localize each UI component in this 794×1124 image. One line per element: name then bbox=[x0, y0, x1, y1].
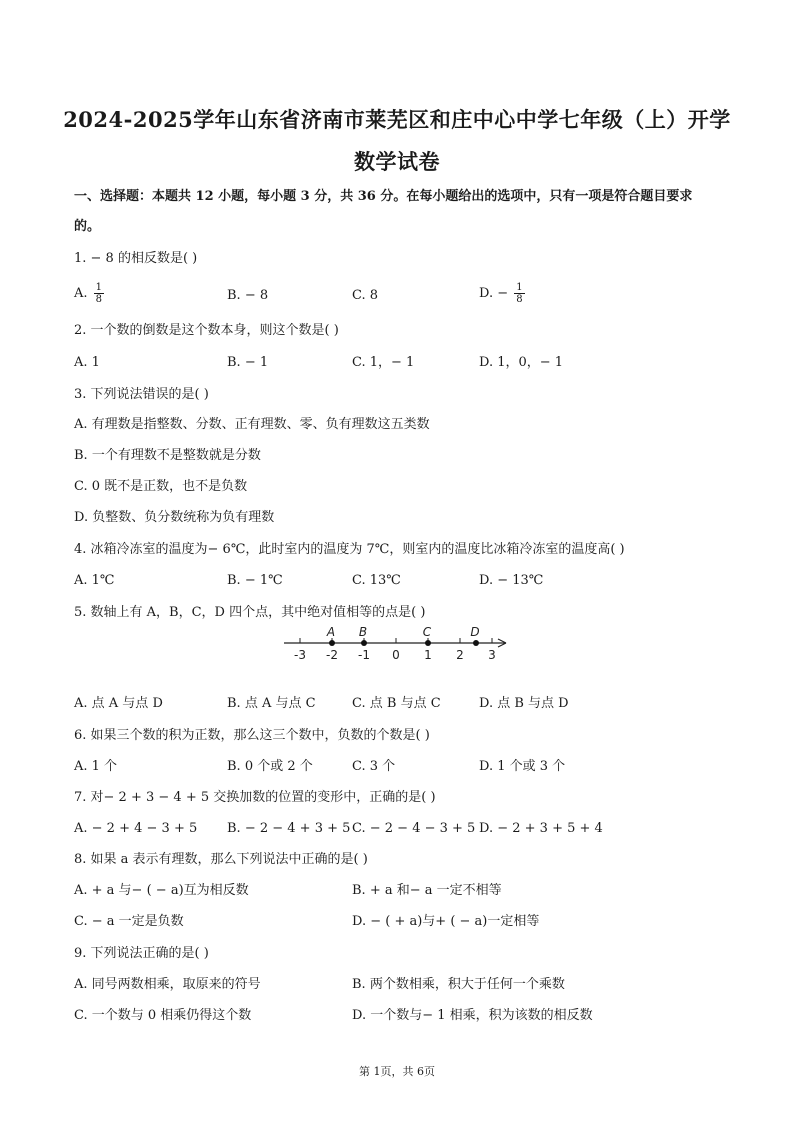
question-4-option-a: A. 1℃ bbox=[74, 573, 115, 588]
point-label-b: B bbox=[358, 625, 368, 639]
question-8-stem: 8. 如果 a 表示有理数，那么下列说法中正确的是( ) bbox=[74, 852, 368, 867]
question-2-option-d: D. 1，0，− 1 bbox=[479, 355, 564, 370]
question-9-option-a: A. 同号两数相乘，取原来的符号 bbox=[74, 977, 261, 992]
question-5-option-c: C. 点 B 与点 C bbox=[352, 696, 441, 711]
question-4-option-d: D. − 13℃ bbox=[479, 573, 544, 588]
exam-title-line2: 数学试卷 bbox=[354, 149, 440, 174]
question-7-option-d: D. − 2 + 3 + 5 + 4 bbox=[479, 821, 603, 836]
question-8-option-a: A. + a 与− ( − a)互为相反数 bbox=[74, 883, 249, 898]
question-5-option-a: A. 点 A 与点 D bbox=[74, 696, 163, 711]
question-3-option-d: D. 负整数、负分数统称为负有理数 bbox=[74, 510, 275, 525]
question-9-option-d: D. 一个数与− 1 相乘，积为该数的相反数 bbox=[352, 1008, 593, 1023]
question-8-option-c: C. − a 一定是负数 bbox=[74, 914, 184, 929]
question-1-option-b: B. − 8 bbox=[227, 288, 269, 303]
axis-tick-label: 3 bbox=[488, 648, 496, 662]
question-5-option-b: B. 点 A 与点 C bbox=[227, 696, 316, 711]
question-9-stem: 9. 下列说法正确的是( ) bbox=[74, 946, 209, 961]
question-3-option-b: B. 一个有理数不是整数就是分数 bbox=[74, 448, 261, 463]
axis-tick-label: 2 bbox=[456, 648, 464, 662]
axis-tick-label: -1 bbox=[358, 648, 370, 662]
section-heading: 一、选择题：本题共 12 小题，每小题 3 分，共 36 分。在每小题给出的选项中，只有一项是符合题目要求 bbox=[74, 189, 693, 204]
question-4-stem: 4. 冰箱冷冻室的温度为− 6℃，此时室内的温度为 7℃，则室内的温度比冰箱冷冻室的温度高( ) bbox=[74, 542, 625, 557]
point-label-d: D bbox=[470, 625, 480, 639]
question-3-option-a: A. 有理数是指整数、分数、正有理数、零、负有理数这五类数 bbox=[74, 417, 430, 432]
question-2-stem: 2. 一个数的倒数是这个数本身，则这个数是( ) bbox=[74, 323, 339, 338]
question-3-stem: 3. 下列说法错误的是( ) bbox=[74, 387, 209, 402]
question-7-option-a: A. − 2 + 4 − 3 + 5 bbox=[74, 821, 198, 836]
axis-tick-label: 1 bbox=[424, 648, 432, 662]
question-2-option-a: A. 1 bbox=[74, 355, 100, 370]
question-8-option-b: B. + a 和− a 一定不相等 bbox=[352, 883, 502, 898]
point-d bbox=[473, 640, 479, 646]
section-heading-cont: 的。 bbox=[74, 219, 101, 234]
question-9-option-b: B. 两个数相乘，积大于任何一个乘数 bbox=[352, 977, 565, 992]
point-c bbox=[425, 640, 431, 646]
page-footer: 第 1页，共 6页 bbox=[359, 1065, 435, 1078]
question-1-stem: 1. − 8 的相反数是( ) bbox=[74, 251, 198, 266]
number-line-diagram bbox=[280, 622, 520, 662]
fraction: $\frac{1}{8}$ bbox=[516, 282, 523, 305]
question-2-option-b: B. − 1 bbox=[227, 355, 269, 370]
question-5-option-d: D. 点 B 与点 D bbox=[479, 696, 569, 711]
question-7-option-b: B. − 2 − 4 + 3 + 5 bbox=[227, 821, 351, 836]
question-1-option-a: A. $\frac{1}{8}$ bbox=[74, 282, 103, 305]
question-1-option-c: C. 8 bbox=[352, 288, 379, 303]
question-6-option-c: C. 3 个 bbox=[352, 759, 396, 774]
question-6-option-d: D. 1 个或 3 个 bbox=[479, 759, 566, 774]
axis-tick-label: -2 bbox=[326, 648, 338, 662]
question-5-stem: 5. 数轴上有 A，B，C，D 四个点，其中绝对值相等的点是( ) bbox=[74, 605, 426, 620]
fraction: $\frac{1}{8}$ bbox=[95, 282, 103, 305]
question-9-option-c: C. 一个数与 0 相乘仍得这个数 bbox=[74, 1008, 252, 1023]
question-7-stem: 7. 对− 2 + 3 − 4 + 5 交换加数的位置的变形中，正确的是( ) bbox=[74, 790, 436, 805]
question-4-option-c: C. 13℃ bbox=[352, 573, 401, 588]
point-b bbox=[361, 640, 367, 646]
point-label-a: A bbox=[326, 625, 336, 639]
point-a bbox=[329, 640, 335, 646]
question-1-option-d: D. − $\frac{1}{8}$ bbox=[479, 282, 523, 305]
question-6-stem: 6. 如果三个数的积为正数，那么这三个数中，负数的个数是( ) bbox=[74, 728, 430, 743]
axis-tick-label: 0 bbox=[392, 648, 400, 662]
question-3-option-c: C. 0 既不是正数，也不是负数 bbox=[74, 479, 248, 494]
question-6-option-b: B. 0 个或 2 个 bbox=[227, 759, 313, 774]
question-2-option-c: C. 1，− 1 bbox=[352, 355, 415, 370]
question-8-option-d: D. − ( + a)与+ ( − a)一定相等 bbox=[352, 914, 540, 929]
question-4-option-b: B. − 1℃ bbox=[227, 573, 283, 588]
question-6-option-a: A. 1 个 bbox=[74, 759, 118, 774]
exam-title-line1: 2024-2025学年山东省济南市莱芜区和庄中心中学七年级（上）开学 bbox=[63, 107, 731, 132]
question-7-option-c: C. − 2 − 4 − 3 + 5 bbox=[352, 821, 476, 836]
axis-tick-label: -3 bbox=[294, 648, 306, 662]
point-label-c: C bbox=[422, 625, 432, 639]
